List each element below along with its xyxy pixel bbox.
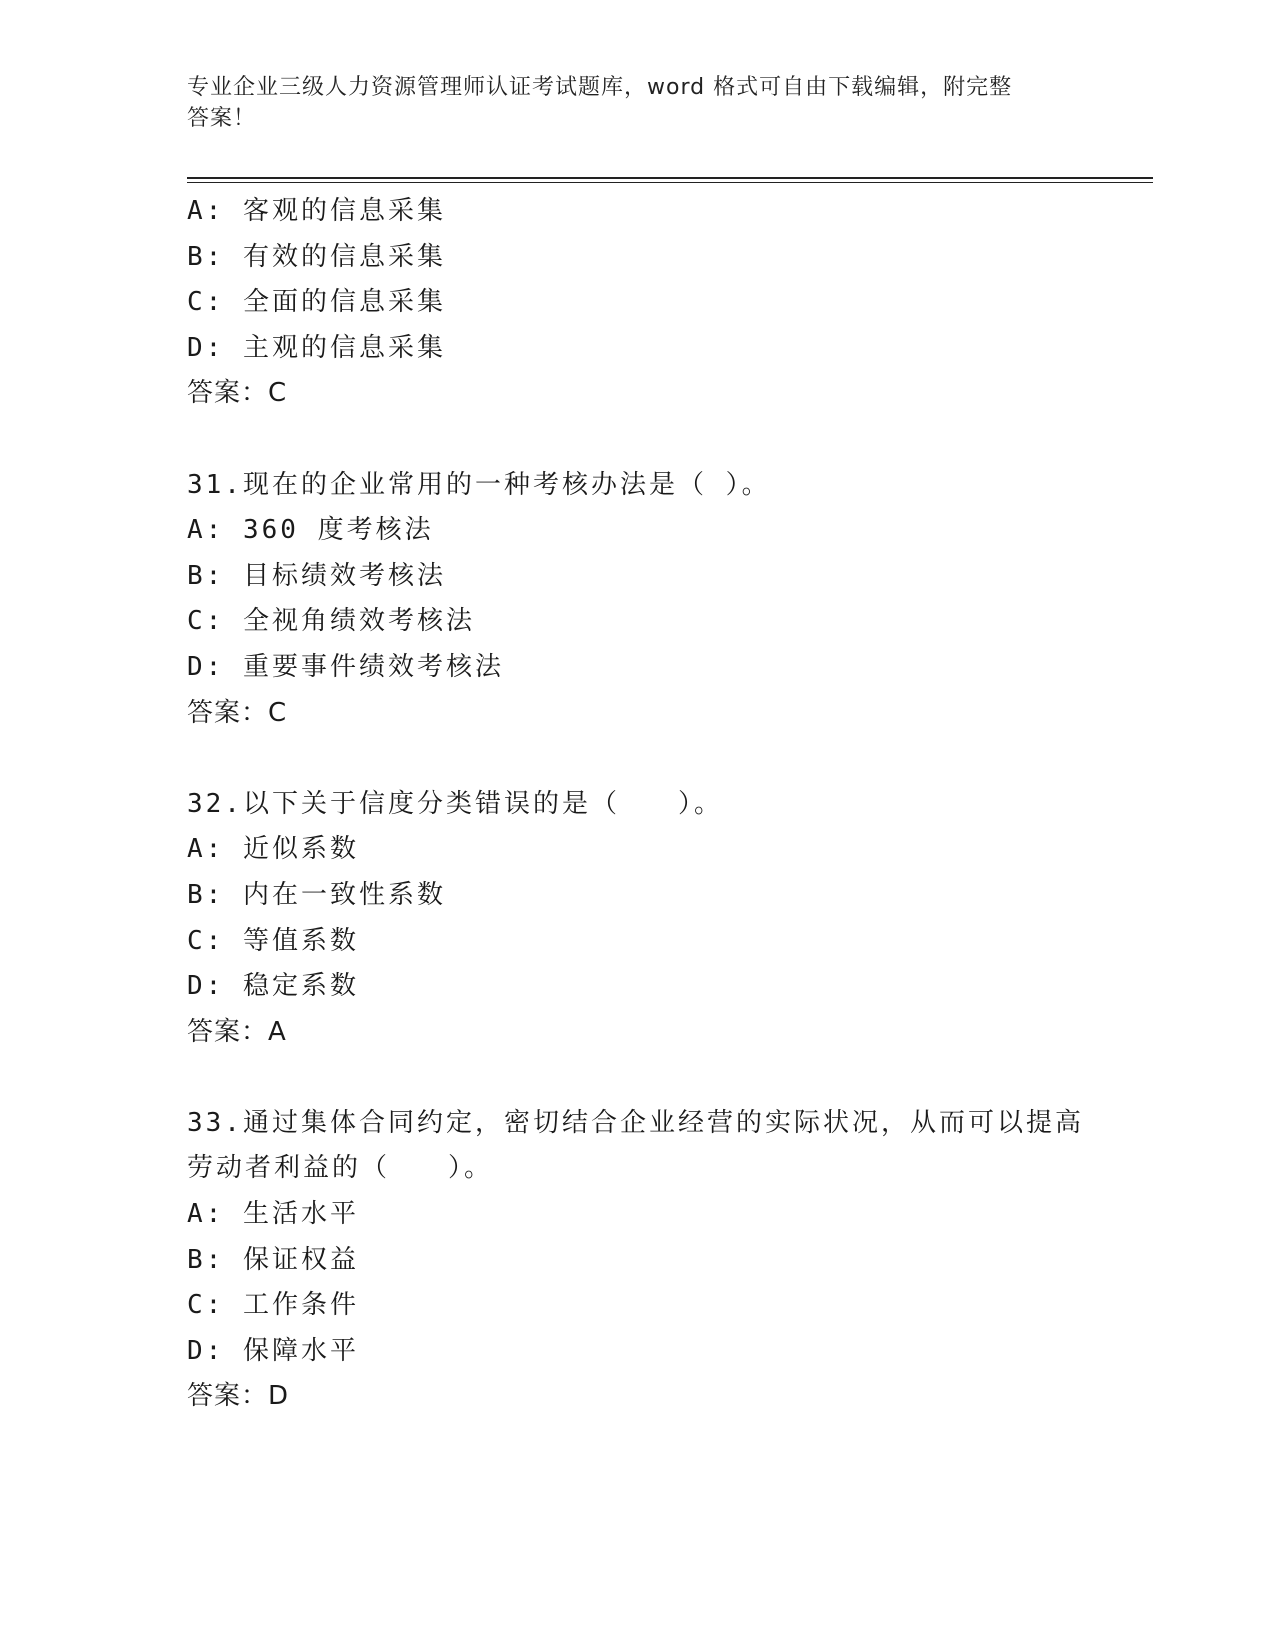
option-d: D: 保障水平: [187, 1335, 359, 1366]
answer-line: 答案：C: [187, 697, 288, 728]
option-a: A: 360 度考核法: [187, 515, 434, 546]
question-33-block: [187, 1101, 1087, 1420]
option-c: C: 工作条件: [187, 1290, 359, 1321]
option-c: C: 等值系数: [187, 925, 359, 956]
header-rule-thin: [187, 182, 1153, 183]
spacer: [187, 417, 1087, 463]
question-text: 31.现在的企业常用的一种考核办法是（ ）。: [187, 469, 771, 500]
option-b: B: 目标绩效考核法: [187, 560, 446, 591]
option-b: B: 保证权益: [187, 1244, 359, 1275]
question-32-block: [187, 782, 1087, 1056]
header-line-1: 专业企业三级人力资源管理师认证考试题库，word 格式可自由下载编辑，附完整: [187, 75, 1013, 100]
option-d: D: 主观的信息采集: [187, 332, 446, 363]
question-text-line-1: 33.通过集体合同约定，密切结合企业经营的实际状况，从而可以提高: [187, 1107, 1084, 1138]
spacer: [187, 1055, 1087, 1101]
option-b: B: 内在一致性系数: [187, 879, 446, 910]
option-d: D: 重要事件绩效考核法: [187, 651, 504, 682]
option-a: A: 生活水平: [187, 1199, 359, 1230]
question-30-block: [187, 189, 1087, 417]
question-31-block: [187, 463, 1087, 737]
option-c: C: 全面的信息采集: [187, 287, 446, 318]
option-c: C: 全视角绩效考核法: [187, 606, 475, 637]
question-text-line-2: 劳动者利益的（ ）。: [187, 1153, 494, 1184]
option-a: A: 近似系数: [187, 834, 359, 865]
answer-line: 答案：C: [187, 378, 288, 409]
document-header: [187, 72, 1067, 134]
header-rule-thick: [187, 177, 1153, 179]
option-d: D: 稳定系数: [187, 971, 359, 1002]
option-a: A: 客观的信息采集: [187, 196, 446, 226]
option-b: B: 有效的信息采集: [187, 241, 446, 272]
question-text: 32.以下关于信度分类错误的是（ ）。: [187, 788, 723, 819]
spacer: [187, 736, 1087, 782]
question-list: [187, 189, 1087, 1420]
header-line-2: 答案！: [187, 106, 257, 131]
answer-line: 答案：A: [187, 1016, 287, 1047]
answer-line: 答案：D: [187, 1381, 290, 1412]
